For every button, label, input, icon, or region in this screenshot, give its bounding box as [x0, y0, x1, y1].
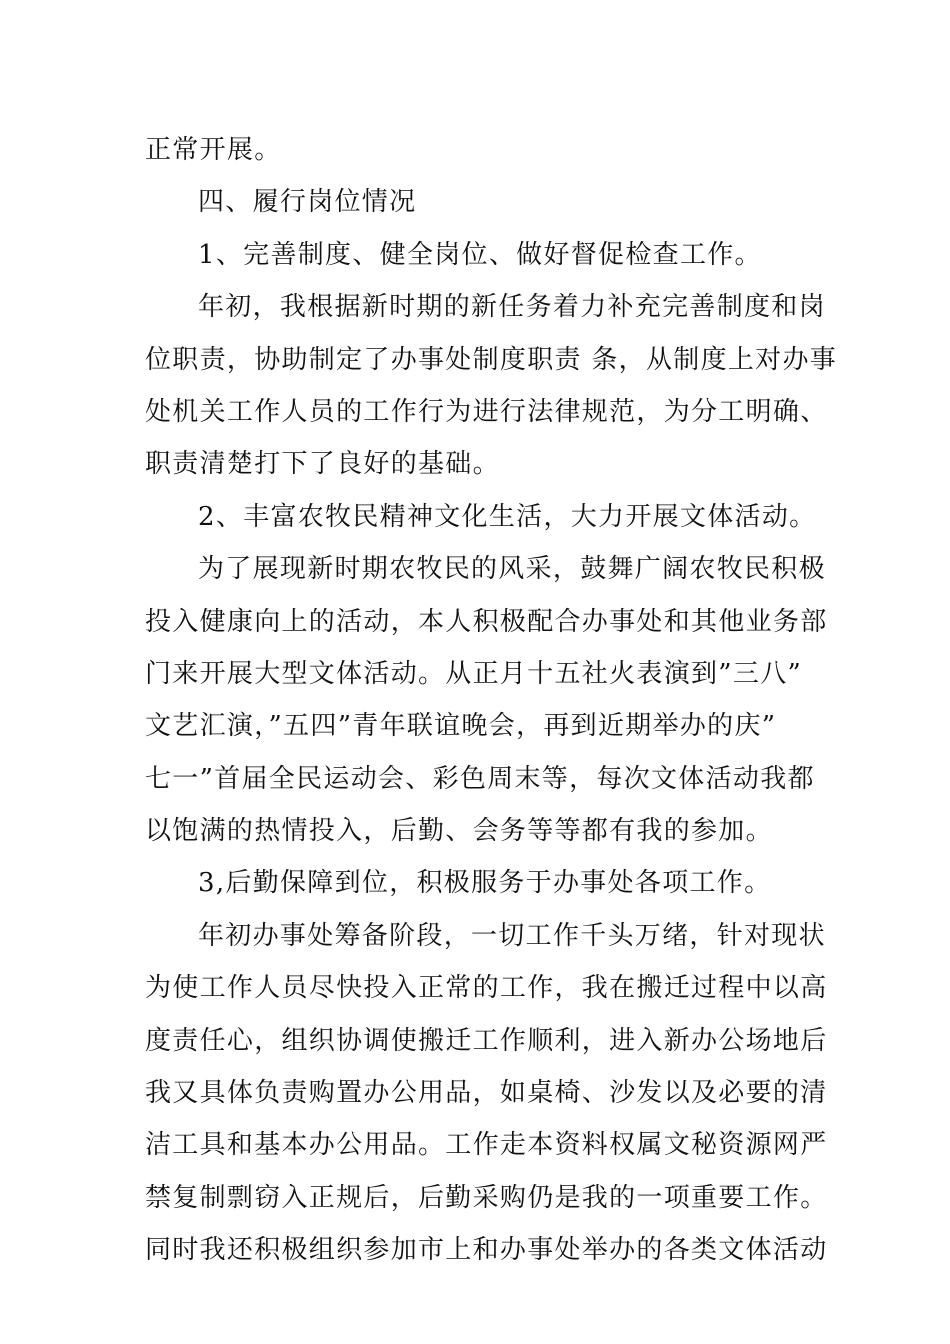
paragraph-first-line: 年初办事处筹备阶段，一切工作千头万绪，针对现状	[198, 920, 826, 951]
body-text-line: 以饱满的热情投入，后勤、会务等等都有我的参加。	[145, 816, 773, 847]
body-text-line: 度责任心，组织协调使搬迁工作顺利，进入新办公场地后	[145, 1025, 828, 1056]
document-page	[145, 124, 838, 1277]
body-text-line: 处机关工作人员的工作行为进行法律规范，为分工明确、	[145, 396, 828, 427]
body-text-line: 位职责，协助制定了办事处制度职责 条，从制度上对办事	[145, 344, 838, 375]
subsection-heading: 2、丰富农牧民精神文化生活，大力开展文体活动。	[198, 501, 817, 532]
body-text-line: 同时我还积极组织参加市上和办事处举办的各类文体活动	[145, 1235, 828, 1266]
body-text-line: 正常开展。	[145, 135, 282, 165]
body-text-line: 洁工具和基本办公用品。工作走本资料权属文秘资源网严	[145, 1130, 828, 1161]
body-text-line: 文艺汇演，”五四”青年联谊晚会，再到近期举办的庆”	[145, 711, 777, 742]
body-text-line: 禁复制剽窃入正规后，后勤采购仍是我的一项重要工作。	[145, 1182, 828, 1213]
subsection-heading: 3,后勤保障到位，积极服务于办事处各项工作。	[198, 868, 772, 899]
paragraph-first-line: 为了展现新时期农牧民的风采，鼓舞广阔农牧民积极	[198, 554, 826, 585]
paragraph-first-line: 年初，我根据新时期的新任务着力补充完善制度和岗	[198, 292, 826, 323]
section-heading: 四、履行岗位情况	[198, 187, 417, 218]
subsection-heading: 1、完善制度、健全岗位、做好督促检查工作。	[198, 239, 762, 270]
body-text-line: 职责清楚打下了良好的基础。	[145, 449, 500, 480]
body-text-line: 门来开展大型文体活动。从正月十五社火表演到”三八”	[145, 658, 803, 689]
body-text-line: 投入健康向上的活动，本人积极配合办事处和其他业务部	[145, 606, 828, 637]
body-text-line: 为使工作人员尽快投入正常的工作，我在搬迁过程中以高	[145, 973, 828, 1004]
body-text-line: 七一”首届全民运动会、彩色周末等，每次文体活动我都	[145, 763, 815, 794]
body-text-line: 我又具体负责购置办公用品，如桌椅、沙发以及必要的清	[145, 1078, 828, 1109]
